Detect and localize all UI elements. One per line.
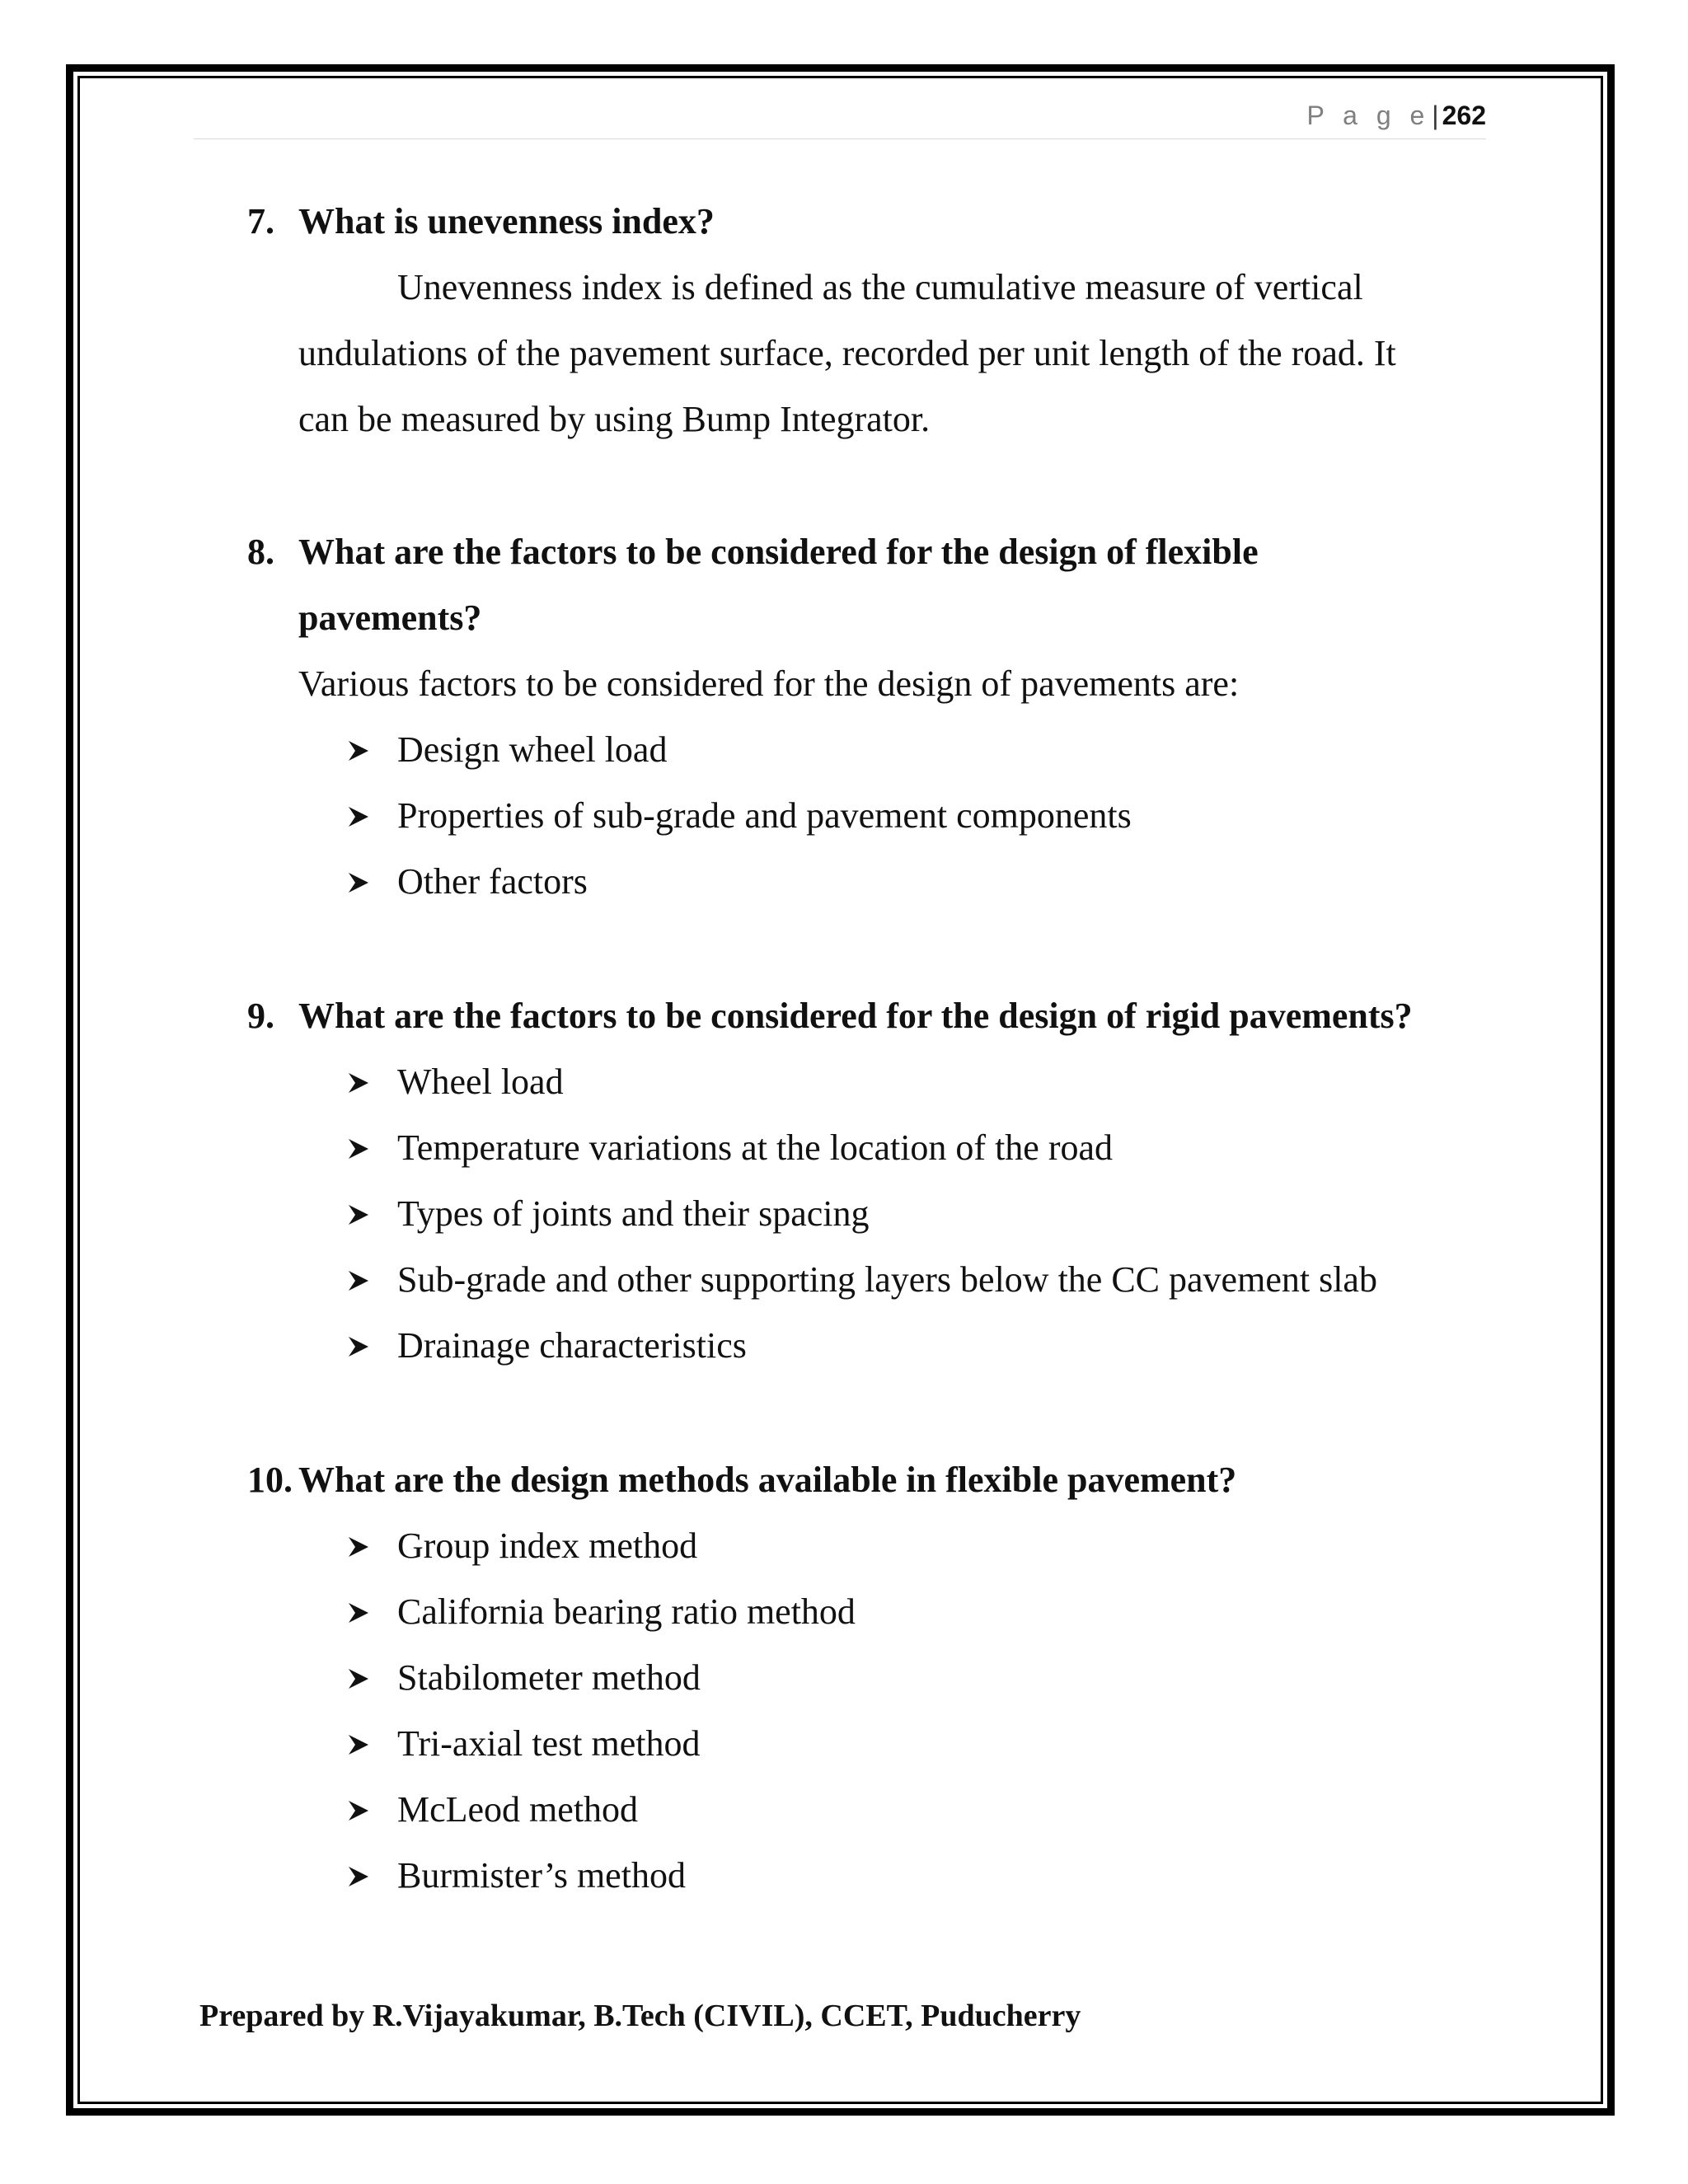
page-word: P a g e xyxy=(1306,101,1431,130)
list-item xyxy=(0,1257,1688,1303)
list-item xyxy=(0,1721,1688,1767)
arrow-bullet-icon xyxy=(347,1601,370,1624)
page-footer: Prepared by R.Vijayakumar, B.Tech (CIVIL), CCET, Puducherry xyxy=(199,1999,1081,2033)
list-item-text: Wheel load xyxy=(397,1062,564,1102)
question-title: What are the design methods available in flexible pavement? xyxy=(298,1460,1237,1500)
page-number: 262 xyxy=(1442,101,1486,130)
page-number-label xyxy=(1306,101,1486,131)
list-item xyxy=(0,1191,1688,1237)
arrow-bullet-icon xyxy=(347,1335,370,1358)
list-item xyxy=(0,1059,1688,1105)
question-title: What are the factors to be considered for the design of rigid pavements? xyxy=(298,996,1413,1036)
answer-line: can be measured by using Bump Integrator. xyxy=(298,399,931,439)
answer-line: undulations of the pavement surface, recorded per unit length of the road. It xyxy=(298,333,1396,373)
question-number: 8. xyxy=(247,532,274,572)
list-item xyxy=(0,859,1688,905)
arrow-bullet-icon xyxy=(347,871,370,894)
list-item xyxy=(0,1853,1688,1899)
list-item xyxy=(0,793,1688,839)
list-item-text: Sub-grade and other supporting layers below the CC pavement slab xyxy=(397,1259,1377,1300)
question-number: 10. xyxy=(247,1460,293,1500)
arrow-bullet-icon xyxy=(347,1799,370,1822)
list-item xyxy=(0,1323,1688,1369)
list-item xyxy=(0,727,1688,773)
question-number: 9. xyxy=(247,996,274,1036)
answer-intro: Various factors to be considered for the design of pavements are: xyxy=(298,663,1240,704)
list-item-text: Group index method xyxy=(397,1526,698,1566)
list-item-text: Tri-axial test method xyxy=(397,1723,701,1764)
list-item-text: Burmister’s method xyxy=(397,1855,686,1896)
list-item-text: Design wheel load xyxy=(397,729,668,770)
question-number: 7. xyxy=(247,201,274,241)
list-item-text: Temperature variations at the location of the road xyxy=(397,1127,1114,1168)
arrow-bullet-icon xyxy=(347,1203,370,1226)
list-item-text: California bearing ratio method xyxy=(397,1591,856,1632)
list-item-text: Properties of sub-grade and pavement components xyxy=(397,795,1132,836)
answer-line: Unevenness index is defined as the cumulative measure of vertical xyxy=(397,267,1363,307)
arrow-bullet-icon xyxy=(347,1865,370,1888)
arrow-bullet-icon xyxy=(347,805,370,828)
arrow-bullet-icon xyxy=(347,1535,370,1558)
list-item xyxy=(0,1787,1688,1833)
list-item xyxy=(0,1523,1688,1569)
list-item-text: Drainage characteristics xyxy=(397,1325,747,1366)
list-item-text: Stabilometer method xyxy=(397,1657,701,1698)
list-item-text: Other factors xyxy=(397,861,588,902)
arrow-bullet-icon xyxy=(347,1269,370,1292)
arrow-bullet-icon xyxy=(347,739,370,762)
list-item xyxy=(0,1589,1688,1635)
arrow-bullet-icon xyxy=(347,1733,370,1756)
arrow-bullet-icon xyxy=(347,1137,370,1160)
list-item xyxy=(0,1125,1688,1171)
list-item-text: McLeod method xyxy=(397,1789,639,1830)
page-separator: | xyxy=(1432,101,1439,130)
arrow-bullet-icon xyxy=(347,1071,370,1094)
question-title: What is unevenness index? xyxy=(298,201,715,241)
arrow-bullet-icon xyxy=(347,1667,370,1690)
list-item-text: Types of joints and their spacing xyxy=(397,1193,870,1234)
list-item xyxy=(0,1655,1688,1701)
page-header xyxy=(194,97,1486,139)
question-title: What are the factors to be considered for the design of flexible xyxy=(298,532,1259,572)
question-title-continued: pavements? xyxy=(298,598,482,638)
